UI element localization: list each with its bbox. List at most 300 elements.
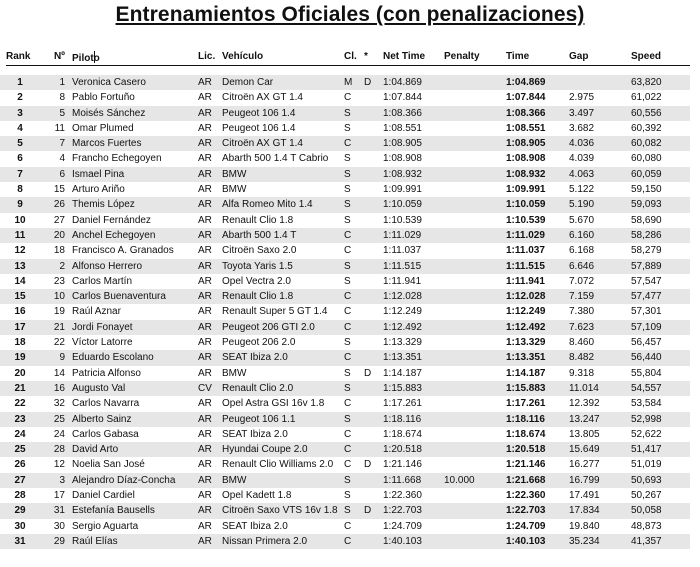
cell-speed: 50,058 bbox=[631, 505, 662, 517]
header-piloto[interactable] bbox=[72, 51, 100, 64]
cell-piloto: Omar Plumed bbox=[72, 122, 134, 134]
cell-net-time: 1:11.029 bbox=[383, 229, 422, 241]
cell-rank: 16 bbox=[14, 306, 26, 318]
cell-speed: 58,286 bbox=[631, 229, 662, 241]
cell-time: 1:20.518 bbox=[506, 444, 546, 456]
cell-class: C bbox=[344, 535, 352, 547]
cell-number: 17 bbox=[53, 490, 65, 502]
cell-rank: 27 bbox=[14, 474, 26, 486]
cell-class: S bbox=[344, 382, 351, 394]
cell-piloto: Jordi Fonayet bbox=[72, 321, 133, 333]
cell-gap: 8.460 bbox=[569, 337, 595, 349]
cell-gap: 4.036 bbox=[569, 138, 595, 150]
cell-speed: 55,804 bbox=[631, 367, 662, 379]
cell-time: 1:10.059 bbox=[506, 199, 546, 211]
cell-vehicle: Citroën AX GT 1.4 bbox=[222, 92, 303, 104]
cell-net-time: 1:21.146 bbox=[383, 459, 422, 471]
cell-gap: 4.039 bbox=[569, 153, 595, 165]
cell-gap: 13.247 bbox=[569, 413, 600, 425]
cell-licence: AR bbox=[198, 321, 212, 333]
cell-class: S bbox=[344, 214, 351, 226]
cell-time: 1:21.668 bbox=[506, 474, 546, 486]
cell-number: 6 bbox=[59, 168, 65, 180]
cell-licence: AR bbox=[198, 138, 212, 150]
cell-speed: 56,457 bbox=[631, 337, 662, 349]
cell-rank: 6 bbox=[17, 153, 23, 165]
cell-net-time: 1:08.908 bbox=[383, 153, 422, 165]
table-row bbox=[0, 106, 690, 121]
cell-rank: 15 bbox=[14, 291, 26, 303]
cell-class: C bbox=[344, 352, 352, 364]
cell-time: 1:18.116 bbox=[506, 413, 545, 425]
cell-speed: 50,267 bbox=[631, 490, 662, 502]
cell-gap: 3.497 bbox=[569, 107, 595, 119]
table-row bbox=[0, 427, 690, 442]
results-table bbox=[0, 75, 700, 549]
cell-number: 8 bbox=[59, 92, 65, 104]
cell-net-time: 1:11.515 bbox=[383, 260, 422, 272]
cell-number: 1 bbox=[59, 77, 65, 88]
table-row bbox=[0, 136, 690, 151]
cell-net-time: 1:11.941 bbox=[383, 275, 422, 287]
cell-time: 1:08.908 bbox=[506, 153, 546, 165]
cell-rank: 3 bbox=[17, 107, 23, 119]
cell-net-time: 1:10.539 bbox=[383, 214, 422, 226]
cell-licence: AR bbox=[198, 459, 212, 471]
cell-piloto: Arturo Ariño bbox=[72, 184, 125, 196]
cell-number: 2 bbox=[59, 260, 65, 272]
cell-net-time: 1:12.492 bbox=[383, 321, 422, 333]
cell-gap: 7.380 bbox=[569, 306, 595, 318]
cell-speed: 50,693 bbox=[631, 474, 662, 486]
header-divider bbox=[6, 65, 690, 66]
cell-piloto: Marcos Fuertes bbox=[72, 138, 142, 150]
cell-time: 1:11.515 bbox=[506, 260, 545, 272]
cell-rank: 9 bbox=[17, 199, 23, 211]
cell-piloto: Veronica Casero bbox=[72, 77, 146, 88]
cell-vehicle: Peugeot 106 1.1 bbox=[222, 413, 296, 425]
cell-class: S bbox=[344, 260, 351, 272]
cell-speed: 53,584 bbox=[631, 398, 662, 410]
cell-licence: AR bbox=[198, 122, 212, 134]
cell-net-time: 1:14.187 bbox=[383, 367, 422, 379]
cell-time: 1:10.539 bbox=[506, 214, 546, 226]
cell-gap: 16.277 bbox=[569, 459, 600, 471]
cell-speed: 59,093 bbox=[631, 199, 662, 211]
cell-speed: 41,357 bbox=[631, 535, 662, 547]
cell-gap: 4.063 bbox=[569, 168, 595, 180]
header-class: Cl. bbox=[344, 51, 357, 62]
cell-speed: 60,059 bbox=[631, 168, 662, 180]
cell-number: 11 bbox=[54, 122, 65, 134]
cell-rank: 10 bbox=[14, 214, 26, 226]
table-row bbox=[0, 396, 690, 411]
table-row bbox=[0, 289, 690, 304]
cell-piloto: Daniel Fernández bbox=[72, 214, 151, 226]
cell-number: 4 bbox=[59, 153, 65, 165]
cell-vehicle: SEAT Ibiza 2.0 bbox=[222, 520, 288, 532]
cell-number: 32 bbox=[53, 398, 65, 410]
cell-rank: 14 bbox=[14, 275, 26, 287]
header-vehicle: Vehículo bbox=[222, 51, 264, 62]
cell-licence: AR bbox=[198, 337, 212, 349]
cell-gap: 16.799 bbox=[569, 474, 600, 486]
cell-vehicle: Citroën Saxo VTS 16v 1.8 bbox=[222, 505, 338, 517]
cell-rank: 29 bbox=[14, 505, 26, 517]
cell-piloto: Carlos Navarra bbox=[72, 398, 140, 410]
cell-time: 1:40.103 bbox=[506, 535, 546, 547]
cell-speed: 60,392 bbox=[631, 122, 662, 134]
cell-vehicle: Opel Astra GSI 16v 1.8 bbox=[222, 398, 325, 410]
header-piloto-text-b: o bbox=[93, 53, 100, 64]
cell-net-time: 1:08.932 bbox=[383, 168, 422, 180]
cell-net-time: 1:07.844 bbox=[383, 92, 422, 104]
cell-rank: 24 bbox=[14, 428, 26, 440]
cell-class: C bbox=[344, 92, 352, 104]
header-rank: Rank bbox=[6, 51, 31, 62]
cell-gap: 6.160 bbox=[569, 229, 595, 241]
cell-class: C bbox=[344, 444, 352, 456]
cell-vehicle: BMW bbox=[222, 168, 247, 180]
cell-time: 1:18.674 bbox=[506, 428, 546, 440]
cell-number: 5 bbox=[59, 107, 65, 119]
cell-licence: AR bbox=[198, 153, 212, 165]
cell-number: 27 bbox=[53, 214, 65, 226]
table-row bbox=[0, 381, 690, 396]
cell-class: C bbox=[344, 245, 352, 257]
cell-net-time: 1:22.703 bbox=[383, 505, 422, 517]
table-row bbox=[0, 151, 690, 166]
cell-gap: 2.975 bbox=[569, 92, 595, 104]
cell-number: 25 bbox=[53, 413, 65, 425]
cell-class: S bbox=[344, 413, 351, 425]
cell-time: 1:11.941 bbox=[506, 275, 545, 287]
cell-class: C bbox=[344, 459, 352, 471]
cell-piloto: Estefanía Bausells bbox=[72, 505, 155, 517]
cell-licence: AR bbox=[198, 428, 212, 440]
cell-time: 1:22.703 bbox=[506, 505, 546, 517]
cell-licence: AR bbox=[198, 490, 212, 502]
cell-vehicle: Citroën AX GT 1.4 bbox=[222, 138, 303, 150]
cell-piloto: Themis López bbox=[72, 199, 135, 211]
cell-class: S bbox=[344, 474, 351, 486]
cell-vehicle: Opel Kadett 1.8 bbox=[222, 490, 292, 502]
cell-licence: AR bbox=[198, 520, 212, 532]
cell-time: 1:12.249 bbox=[506, 306, 546, 318]
cell-class: S bbox=[344, 505, 351, 517]
cell-rank: 23 bbox=[14, 413, 26, 425]
cell-piloto: Noelia San José bbox=[72, 459, 145, 471]
cell-gap: 8.482 bbox=[569, 352, 595, 364]
cell-licence: AR bbox=[198, 474, 212, 486]
cell-rank: 4 bbox=[17, 122, 23, 134]
cell-piloto: Víctor Latorre bbox=[72, 337, 133, 349]
cell-piloto: Francho Echegoyen bbox=[72, 153, 162, 165]
cell-piloto: David Arto bbox=[72, 444, 119, 456]
table-header bbox=[0, 51, 700, 65]
cell-licence: AR bbox=[198, 245, 212, 257]
table-row bbox=[0, 442, 690, 457]
cell-gap: 3.682 bbox=[569, 122, 595, 134]
cell-speed: 60,082 bbox=[631, 138, 662, 150]
cell-piloto: Carlos Gabasa bbox=[72, 428, 139, 440]
cell-class: C bbox=[344, 520, 352, 532]
table-row bbox=[0, 473, 690, 488]
cell-net-time: 1:11.037 bbox=[383, 245, 422, 257]
cell-rank: 31 bbox=[14, 535, 26, 547]
cell-net-time: 1:22.360 bbox=[383, 490, 422, 502]
cell-number: 16 bbox=[53, 382, 65, 394]
cell-time: 1:21.146 bbox=[506, 459, 546, 471]
table-row bbox=[0, 274, 690, 289]
cell-class: S bbox=[344, 168, 351, 180]
cell-piloto: Francisco A. Granados bbox=[72, 245, 174, 257]
cell-time: 1:14.187 bbox=[506, 367, 546, 379]
cell-speed: 57,477 bbox=[631, 291, 662, 303]
cell-class: C bbox=[344, 321, 352, 333]
cell-time: 1:08.366 bbox=[506, 107, 546, 119]
table-row bbox=[0, 488, 690, 503]
cell-net-time: 1:13.351 bbox=[383, 352, 422, 364]
cell-piloto: Raúl Aznar bbox=[72, 306, 121, 318]
cell-licence: AR bbox=[198, 199, 212, 211]
cell-speed: 60,556 bbox=[631, 107, 662, 119]
cell-speed: 52,998 bbox=[631, 413, 662, 425]
cell-number: 12 bbox=[53, 459, 65, 471]
cell-vehicle: Abarth 500 1.4 T Cabrio bbox=[222, 153, 329, 165]
cell-licence: AR bbox=[198, 291, 212, 303]
cell-number: 9 bbox=[59, 352, 65, 364]
cell-time: 1:12.492 bbox=[506, 321, 546, 333]
cell-number: 19 bbox=[53, 306, 65, 318]
cell-gap: 9.318 bbox=[569, 367, 595, 379]
cell-licence: AR bbox=[198, 306, 212, 318]
cell-vehicle: Renault Clio Williams 2.0 bbox=[222, 459, 334, 471]
cell-rank: 18 bbox=[14, 337, 26, 349]
table-row bbox=[0, 243, 690, 258]
cell-gap: 35.234 bbox=[569, 535, 600, 547]
header-speed: Speed bbox=[631, 51, 662, 62]
cell-net-time: 1:40.103 bbox=[383, 535, 422, 547]
cell-vehicle: SEAT Ibiza 2.0 bbox=[222, 428, 288, 440]
cell-licence: AR bbox=[198, 505, 212, 517]
cell-rank: 21 bbox=[14, 382, 26, 394]
cell-piloto: Alejandro Díaz-Concha bbox=[72, 474, 176, 486]
cell-rank: 2 bbox=[17, 92, 23, 104]
cell-net-time: 1:10.059 bbox=[383, 199, 422, 211]
cell-net-time: 1:12.028 bbox=[383, 291, 422, 303]
table-row bbox=[0, 182, 690, 197]
cell-class: S bbox=[344, 199, 351, 211]
cell-vehicle: Hyundai Coupe 2.0 bbox=[222, 444, 308, 456]
cell-class: C bbox=[344, 291, 352, 303]
header-net-time: Net Time bbox=[383, 51, 426, 62]
cell-gap: 19.840 bbox=[569, 520, 600, 532]
cell-gap: 5.670 bbox=[569, 214, 595, 226]
cell-vehicle: Opel Vectra 2.0 bbox=[222, 275, 291, 287]
cell-number: 14 bbox=[53, 367, 65, 379]
table-row bbox=[0, 350, 690, 365]
cell-time: 1:13.329 bbox=[506, 337, 546, 349]
cell-speed: 54,557 bbox=[631, 382, 662, 394]
table-row bbox=[0, 457, 690, 472]
cell-rank: 17 bbox=[14, 321, 26, 333]
cell-licence: AR bbox=[198, 398, 212, 410]
cell-vehicle: Renault Clio 1.8 bbox=[222, 291, 294, 303]
cell-piloto: Alfonso Herrero bbox=[72, 260, 143, 272]
cell-vehicle: Peugeot 106 1.4 bbox=[222, 122, 296, 134]
cell-class: M bbox=[344, 77, 353, 88]
cell-number: 15 bbox=[53, 184, 65, 196]
cell-vehicle: Demon Car bbox=[222, 77, 274, 88]
cell-speed: 58,690 bbox=[631, 214, 662, 226]
cell-time: 1:08.932 bbox=[506, 168, 546, 180]
cell-gap: 7.623 bbox=[569, 321, 595, 333]
cell-time: 1:12.028 bbox=[506, 291, 546, 303]
header-gap: Gap bbox=[569, 51, 589, 62]
cell-star: D bbox=[364, 77, 372, 88]
cell-piloto: Raúl Elías bbox=[72, 535, 118, 547]
cell-rank: 20 bbox=[14, 367, 26, 379]
cell-piloto: Pablo Fortuño bbox=[72, 92, 135, 104]
cell-time: 1:22.360 bbox=[506, 490, 546, 502]
cell-gap: 7.159 bbox=[569, 291, 595, 303]
cell-licence: AR bbox=[198, 168, 212, 180]
cell-net-time: 1:08.366 bbox=[383, 107, 422, 119]
cell-rank: 28 bbox=[14, 490, 26, 502]
cell-star: D bbox=[364, 367, 372, 379]
cell-class: C bbox=[344, 138, 352, 150]
cell-gap: 12.392 bbox=[569, 398, 600, 410]
cell-rank: 7 bbox=[17, 168, 23, 180]
cell-piloto: Carlos Buenaventura bbox=[72, 291, 166, 303]
table-row bbox=[0, 213, 690, 228]
table-row bbox=[0, 259, 690, 274]
cell-rank: 1 bbox=[17, 77, 23, 88]
cell-speed: 60,080 bbox=[631, 153, 662, 165]
cell-gap: 5.190 bbox=[569, 199, 595, 211]
page-title: Entrenamientos Oficiales (con penalizaciones) bbox=[115, 3, 585, 26]
cell-number: 30 bbox=[53, 520, 65, 532]
cell-piloto: Anchel Echegoyen bbox=[72, 229, 156, 241]
cell-class: S bbox=[344, 153, 351, 165]
cell-licence: AR bbox=[198, 413, 212, 425]
cell-vehicle: Peugeot 206 GTI 2.0 bbox=[222, 321, 315, 333]
cell-speed: 57,547 bbox=[631, 275, 662, 287]
cell-speed: 58,279 bbox=[631, 245, 662, 257]
header-star: * bbox=[364, 51, 368, 62]
table-row bbox=[0, 167, 690, 182]
cell-time: 1:08.551 bbox=[506, 122, 546, 134]
cell-speed: 51,019 bbox=[631, 459, 662, 471]
cell-gap: 11.014 bbox=[569, 382, 599, 394]
cell-net-time: 1:18.116 bbox=[383, 413, 422, 425]
cell-speed: 51,417 bbox=[631, 444, 662, 456]
table-row bbox=[0, 304, 690, 319]
cell-rank: 8 bbox=[17, 184, 23, 196]
table-row bbox=[0, 335, 690, 350]
cell-net-time: 1:08.905 bbox=[383, 138, 422, 150]
cell-class: S bbox=[344, 490, 351, 502]
cell-speed: 57,109 bbox=[631, 321, 662, 333]
cell-licence: AR bbox=[198, 535, 212, 547]
cell-vehicle: Peugeot 106 1.4 bbox=[222, 107, 296, 119]
cell-rank: 25 bbox=[14, 444, 26, 456]
header-penalty: Penalty bbox=[444, 51, 480, 62]
cell-number: 26 bbox=[53, 199, 65, 211]
cell-vehicle: SEAT Ibiza 2.0 bbox=[222, 352, 288, 364]
table-row bbox=[0, 503, 690, 518]
cell-piloto: Moisés Sánchez bbox=[72, 107, 146, 119]
cell-piloto: Carlos Martín bbox=[72, 275, 133, 287]
cell-star: D bbox=[364, 459, 372, 471]
cell-vehicle: BMW bbox=[222, 184, 247, 196]
header-number: Nº bbox=[54, 51, 65, 62]
cell-star: D bbox=[364, 505, 372, 517]
cell-class: S bbox=[344, 367, 351, 379]
cell-net-time: 1:17.261 bbox=[383, 398, 422, 410]
cell-net-time: 1:08.551 bbox=[383, 122, 422, 134]
cell-piloto: Sergio Aguarta bbox=[72, 520, 139, 532]
cell-rank: 26 bbox=[14, 459, 26, 471]
cell-licence: AR bbox=[198, 184, 212, 196]
cell-rank: 30 bbox=[14, 520, 26, 532]
cell-piloto: Eduardo Escolano bbox=[72, 352, 154, 364]
cell-net-time: 1:11.668 bbox=[383, 474, 422, 486]
cell-licence: AR bbox=[198, 260, 212, 272]
cell-vehicle: Alfa Romeo Mito 1.4 bbox=[222, 199, 313, 211]
cell-time: 1:11.029 bbox=[506, 229, 545, 241]
cell-vehicle: Renault Clio 2.0 bbox=[222, 382, 294, 394]
cell-number: 20 bbox=[53, 229, 65, 241]
cell-time: 1:07.844 bbox=[506, 92, 546, 104]
cell-number: 29 bbox=[53, 535, 65, 547]
cell-licence: AR bbox=[198, 92, 212, 104]
cell-vehicle: BMW bbox=[222, 367, 247, 379]
cell-speed: 48,873 bbox=[631, 520, 662, 532]
header-time: Time bbox=[506, 51, 530, 62]
header-piloto-text-a: Pilot bbox=[72, 53, 94, 64]
cell-gap: 13.805 bbox=[569, 428, 600, 440]
cell-gap: 6.646 bbox=[569, 260, 595, 272]
cell-time: 1:17.261 bbox=[506, 398, 546, 410]
cell-licence: AR bbox=[198, 352, 212, 364]
cell-gap: 5.122 bbox=[569, 184, 595, 196]
cell-piloto: Ismael Pina bbox=[72, 168, 125, 180]
table-row bbox=[0, 228, 690, 243]
cell-class: C bbox=[344, 306, 352, 318]
cell-time: 1:08.905 bbox=[506, 138, 546, 150]
cell-licence: AR bbox=[198, 77, 212, 88]
cell-net-time: 1:18.674 bbox=[383, 428, 422, 440]
cell-rank: 13 bbox=[14, 260, 26, 272]
header-licence: Lic. bbox=[198, 51, 216, 62]
cell-vehicle: Renault Clio 1.8 bbox=[222, 214, 294, 226]
cell-time: 1:24.709 bbox=[506, 520, 546, 532]
cell-net-time: 1:13.329 bbox=[383, 337, 422, 349]
cell-vehicle: Abarth 500 1.4 T bbox=[222, 229, 297, 241]
table-row bbox=[0, 366, 690, 381]
cell-vehicle: Peugeot 206 2.0 bbox=[222, 337, 296, 349]
cell-class: C bbox=[344, 428, 352, 440]
cell-time: 1:11.037 bbox=[506, 245, 545, 257]
cell-rank: 22 bbox=[14, 398, 26, 410]
cell-time: 1:13.351 bbox=[506, 352, 546, 364]
cell-class: C bbox=[344, 398, 352, 410]
cell-number: 10 bbox=[53, 291, 65, 303]
cell-time: 1:04.869 bbox=[506, 77, 546, 88]
cell-rank: 11 bbox=[14, 229, 26, 241]
